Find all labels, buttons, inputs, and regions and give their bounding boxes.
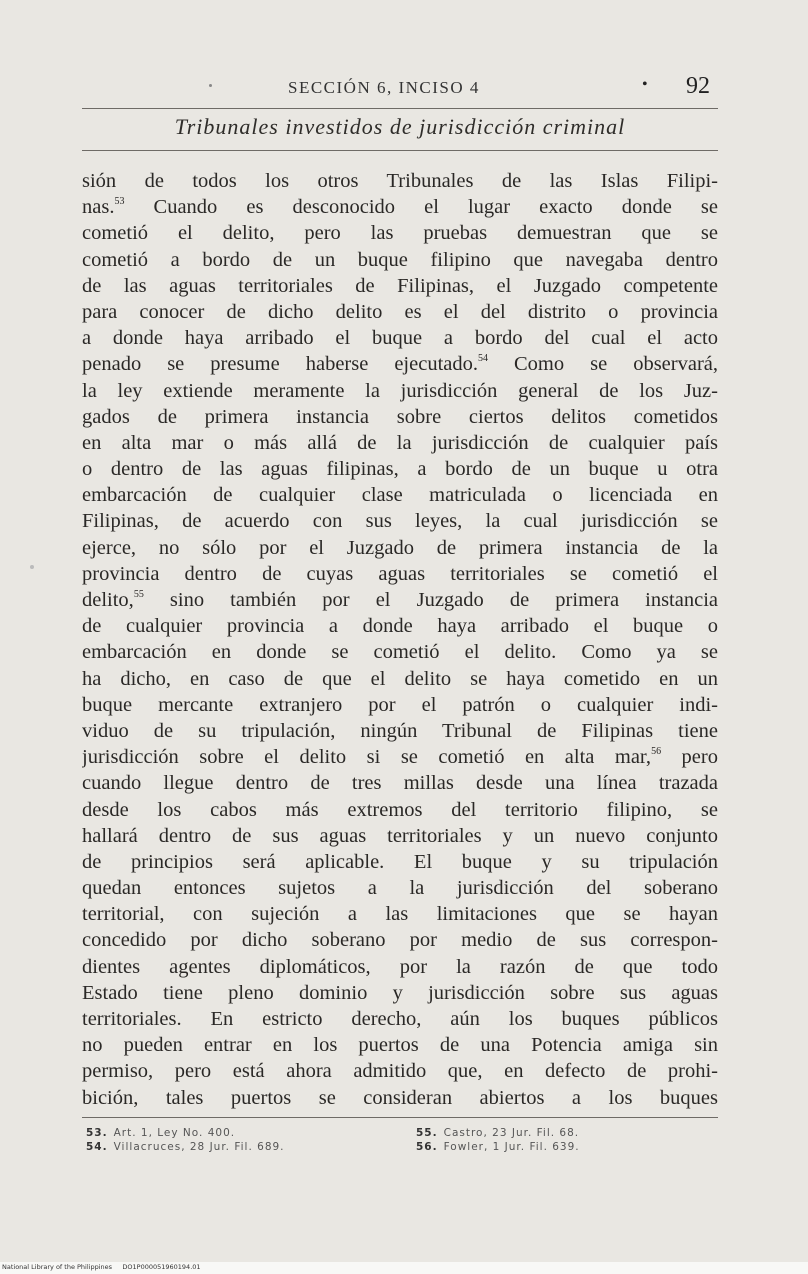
- running-header: [78, 73, 718, 106]
- text-line: provincia dentro de cuyas aguas territoriales se cometió el: [82, 562, 718, 585]
- page-number: 92: [686, 73, 710, 99]
- text-line: la ley extiende meramente la jurisdicción general de los Juz-: [82, 379, 718, 402]
- footnotes-left-column: [86, 1127, 285, 1155]
- text-line: viduo de su tripulación, ningún Tribunal de Filipinas tiene: [82, 719, 718, 742]
- text-line: quedan entonces sujetos a la jurisdicción del soberano: [82, 877, 718, 900]
- text-line: Estado tiene pleno dominio y jurisdicción sobre sus aguas: [82, 981, 718, 1004]
- header-bullet: •: [642, 76, 648, 93]
- text-line: desde los cabos más extremos del territorio filipino, se: [82, 798, 718, 821]
- footnote-entry: [86, 1141, 285, 1155]
- text-line: cometió el delito, pero las pruebas demuestran que se: [82, 222, 718, 245]
- text-line: en alta mar o más allá de la jurisdicción de cualquier país: [82, 431, 718, 454]
- text-line: delito,$^{55}$ sino también por el Juzgado de primera instancia: [82, 589, 718, 611]
- footnote-number: 53.: [86, 1127, 108, 1139]
- text-line: ha dicho, en caso de que el delito se haya cometido en un: [82, 667, 718, 690]
- footnote-text: Art. 1, Ley No. 400.: [113, 1127, 236, 1139]
- footnote-text: Castro, 23 Jur. Fil. 68.: [443, 1127, 580, 1139]
- text-line: nas.$^{53}$ Cuando es desconocido el lugar exacto donde se: [82, 196, 718, 219]
- footnote-number: 54.: [86, 1141, 108, 1153]
- header-rule: [82, 108, 718, 109]
- section-heading: SECCIÓN 6, INCISO 4: [288, 78, 480, 97]
- text-line: no pueden entrar en los puertos de una Potencia amiga sin: [82, 1034, 718, 1057]
- footnotes-right-column: [416, 1127, 580, 1155]
- text-line: sión de todos los otros Tribunales de las Islas Filipi-: [82, 170, 718, 192]
- text-line: de las aguas territoriales de Filipinas, el Juzgado competente: [82, 274, 718, 297]
- text-line: jurisdicción sobre el delito si se cometió en alta mar,$^{56}$ pero: [82, 746, 718, 769]
- scan-footer-label: [2, 1263, 201, 1271]
- text-line: embarcación en donde se cometió el delito. Como ya se: [82, 641, 718, 664]
- text-line: territoriales. En estricto derecho, aún los buques públicos: [82, 1008, 718, 1030]
- text-line: territorial, con sujeción a las limitaciones que se hayan: [82, 903, 718, 926]
- scan-code: DO1P000051960194.01: [122, 1263, 201, 1271]
- footnote-entry: [416, 1141, 580, 1155]
- text-line: cuando llegue dentro de tres millas desde una línea trazada: [82, 772, 718, 795]
- footnote-entry: [86, 1127, 285, 1141]
- text-line: Filipinas, de acuerdo con sus leyes, la cual jurisdicción se: [82, 510, 718, 533]
- footnote-rule: [82, 1117, 718, 1118]
- footnote-number: 55.: [416, 1127, 438, 1139]
- footnote-text: Fowler, 1 Jur. Fil. 639.: [443, 1141, 580, 1153]
- text-line: cometió a bordo de un buque filipino que navegaba dentro: [82, 248, 718, 271]
- chapter-subtitle: Tribunales investidos de jurisdicción criminal: [174, 114, 626, 139]
- text-line: o dentro de las aguas filipinas, a bordo de un buque u otra: [82, 458, 718, 481]
- text-line: hallará dentro de sus aguas territoriales y un nuevo conjunto: [82, 824, 718, 847]
- text-line: a donde haya arribado el buque a bordo del cual el acto: [82, 327, 718, 350]
- text-line: bición, tales puertos se consideran abiertos a los buques: [82, 1086, 718, 1109]
- text-line: permiso, pero está ahora admitido que, en defecto de prohi-: [82, 1060, 718, 1083]
- library-name: National Library of the Philippines: [2, 1263, 113, 1271]
- header-dot-mark: [209, 84, 212, 87]
- text-line: dientes agentes diplomáticos, por la razón de que todo: [82, 955, 718, 978]
- text-line: embarcación de cualquier clase matriculada o licenciada en: [82, 484, 718, 507]
- footnote-reference: 55: [133, 589, 144, 600]
- text-line: gados de primera instancia sobre ciertos delitos cometidos: [82, 405, 718, 428]
- text-line: concedido por dicho soberano por medio de sus correspon-: [82, 929, 718, 952]
- body-paragraph: [82, 168, 718, 1111]
- text-line: ejerce, no sólo por el Juzgado de primera instancia de la: [82, 536, 718, 559]
- footnote-reference: 53: [114, 196, 125, 208]
- footnote-reference: 56: [651, 746, 662, 758]
- footnote-reference: 54: [478, 353, 488, 365]
- subtitle-rule: [82, 150, 718, 151]
- text-line: para conocer de dicho delito es el del distrito o provincia: [82, 300, 718, 323]
- text-line: de principios será aplicable. El buque y su tripulación: [82, 850, 718, 873]
- text-line: de cualquier provincia a donde haya arribado el buque o: [82, 615, 718, 638]
- text-line: penado se presume haberse ejecutado.$^{54}$ Como se observará,: [82, 353, 718, 376]
- footnote-entry: [416, 1127, 580, 1141]
- text-line: buque mercante extranjero por el patrón o cualquier indi-: [82, 693, 718, 716]
- footnote-number: 56.: [416, 1141, 438, 1153]
- footnote-text: Villacruces, 28 Jur. Fil. 689.: [113, 1141, 285, 1153]
- margin-speck: [30, 565, 34, 569]
